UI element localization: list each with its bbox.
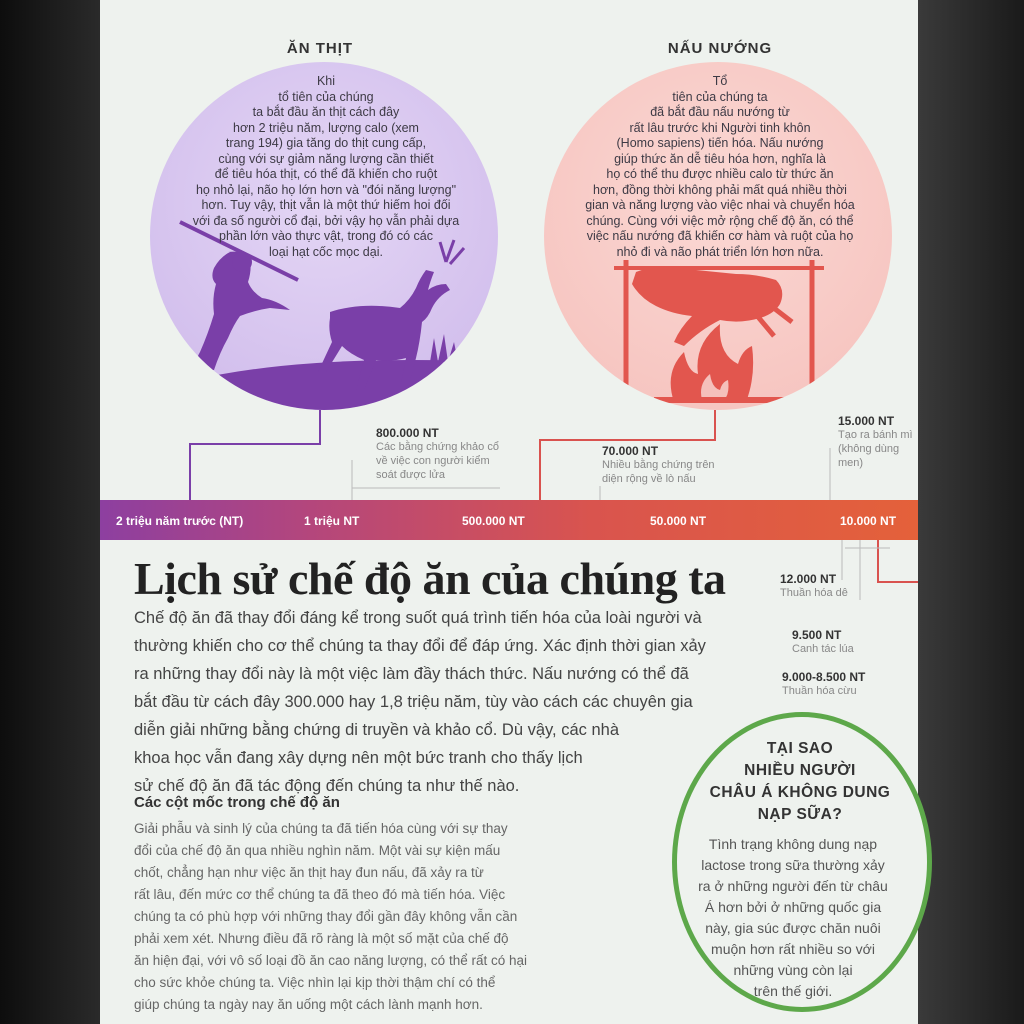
cooking-text-line: rất lâu trước khi Người tinh khôn bbox=[629, 120, 811, 135]
book-right-edge bbox=[918, 0, 1024, 1024]
sidebar-title-line: NẠP SỮA? bbox=[757, 806, 843, 823]
meat-text-line: phần lớn vào thực vật, trong đó có các bbox=[219, 229, 433, 243]
sidebar-text-line: những vùng còn lại bbox=[733, 962, 853, 978]
body-line: rất lâu, đến mức cơ thể chúng ta đã theo đó mà tiến hóa. Việc bbox=[134, 887, 506, 902]
cooking-text-line: gian và năng lượng vào việc nhai và chuyển hóa bbox=[585, 198, 855, 212]
event-15000 bbox=[838, 414, 918, 470]
cooking-text-line: đã bắt đầu nấu nướng từ bbox=[650, 105, 790, 119]
cooking-text-line: chúng. Cùng với việc mở rộng chế độ ăn, có thể bbox=[586, 213, 854, 228]
body-line: ăn hiện đại, với vô số loại đồ ăn cao năng lượng, có thể rất có hại bbox=[134, 953, 527, 968]
event-800000-text bbox=[376, 440, 536, 482]
sidebar-text-line: ra ở những người đến từ châu bbox=[698, 878, 888, 894]
event-text-line: Nhiều bằng chứng trên bbox=[602, 459, 715, 471]
event-text-line: (không dùng bbox=[838, 443, 900, 455]
event-800000 bbox=[376, 426, 536, 482]
meat-text-line: cùng với sự giảm năng lượng cần thiết bbox=[218, 151, 434, 166]
meat-circle-title: ĂN THỊT bbox=[286, 40, 354, 57]
cooking-text-line: (Homo sapiens) tiến hóa. Nấu nướng bbox=[616, 136, 824, 150]
cooking-text-line: Tổ bbox=[712, 74, 728, 88]
body-line: cho sức khỏe chúng ta. Việc nhìn lại kịp thời thậm chí có thể bbox=[134, 975, 496, 990]
event-text-line: Tạo ra bánh mì bbox=[838, 429, 913, 441]
lead-line: bắt đầu từ cách đây 300.000 hay 1,8 triệu năm, tùy vào cách các chuyên gia bbox=[134, 693, 693, 711]
event-9500 bbox=[792, 628, 854, 656]
sidebar-text-line: Á hơn bởi ở những quốc gia bbox=[704, 899, 882, 915]
event-12000-date: 12.000 NT bbox=[780, 572, 837, 586]
body-line: chốt, chẳng hạn như việc ăn thịt hay đun nấu, đã xảy ra từ bbox=[134, 865, 484, 880]
event-12000-text: Thuần hóa dê bbox=[780, 587, 848, 599]
sidebar-text-line: muộn hơn rất nhiều so với bbox=[711, 941, 875, 957]
body-line: chúng ta có phù hợp với những thay đổi gần đây không vẫn cần bbox=[134, 909, 518, 924]
body-line: giúp chúng ta ngày nay ăn uống một cách lành mạnh hơn. bbox=[134, 997, 483, 1012]
sidebar-title-line: CHÂU Á KHÔNG DUNG bbox=[709, 784, 891, 801]
meat-text-line: hơn. Tuy vậy, thịt vẫn là một thứ hiếm hoi đối bbox=[201, 198, 451, 212]
lead-line: ra những thay đổi này là một việc làm đầy thách thức. Nấu nướng có thể đã bbox=[134, 665, 689, 683]
meat-text-line: tổ tiên của chúng bbox=[278, 89, 374, 104]
timeline-label-50k: 50.000 NT bbox=[650, 514, 707, 528]
sidebar-text-line: này, gia súc được chăn nuôi bbox=[705, 920, 881, 936]
body-line: Giải phẫu và sinh lý của chúng ta đã tiến hóa cùng với sự thay bbox=[134, 821, 508, 836]
event-12000 bbox=[780, 572, 848, 600]
event-15000-date: 15.000 NT bbox=[838, 414, 895, 428]
cooking-text-line: giúp thức ăn dễ tiêu hóa hơn, nghĩa là bbox=[614, 151, 826, 166]
event-text-line: men) bbox=[838, 457, 864, 469]
meat-text-line: để tiêu hóa thịt, có thể đã khiến cho ruột bbox=[214, 167, 438, 181]
event-9000-8500 bbox=[782, 670, 865, 698]
timeline-label-500k: 500.000 NT bbox=[462, 514, 525, 528]
meat-circle-text bbox=[176, 74, 476, 260]
cooking-text-line: việc nấu nướng đã khiến cơ hàm và ruột của họ bbox=[586, 229, 854, 243]
meat-text-line: ta bắt đầu ăn thịt cách đây bbox=[252, 105, 400, 119]
event-9500-date: 9.500 NT bbox=[792, 628, 842, 642]
cooking-circle-title: NẤU NƯỚNG bbox=[667, 40, 773, 57]
meat-text-line: họ nhỏ lại, não họ lớn hơn và "đói năng lượng" bbox=[195, 182, 457, 197]
event-text-line: diện rộng về lò nấu bbox=[602, 473, 696, 485]
event-9500-text: Canh tác lúa bbox=[792, 643, 854, 655]
lead-line: khoa học vẫn đang xây dựng nên một bức tranh cho thấy lịch bbox=[134, 749, 583, 767]
meat-text-line: trang 194) gia tăng do thịt cung cấp, bbox=[225, 136, 427, 150]
article-subheading: Các cột mốc trong chế độ ăn bbox=[134, 794, 340, 811]
cooking-text-line: tiên của chúng ta bbox=[672, 89, 768, 104]
timeline-label-2m: 2 triệu năm trước (NT) bbox=[116, 514, 244, 528]
event-9000-8500-date: 9.000-8.500 NT bbox=[782, 670, 866, 684]
event-text-line: Các bằng chứng khảo cổ bbox=[376, 441, 499, 453]
cooking-circle-text bbox=[570, 74, 870, 260]
article-lead bbox=[134, 604, 734, 800]
sidebar-title bbox=[700, 738, 900, 826]
event-text-line: soát được lửa bbox=[376, 469, 446, 481]
lead-line: diễn giải những bằng chứng di truyền và khảo cổ. Dù vậy, các nhà bbox=[134, 721, 620, 739]
sidebar-text-line: lactose trong sữa thường xảy bbox=[701, 857, 885, 873]
sidebar-title-line: NHIỀU NGƯỜI bbox=[744, 762, 856, 779]
event-9000-8500-text: Thuần hóa cừu bbox=[782, 685, 857, 697]
meat-text-line: với đa số người cổ đại, bởi vậy họ vẫn phải dựa bbox=[192, 213, 460, 228]
book-gutter bbox=[0, 0, 100, 1024]
timeline-label-1m: 1 triệu NT bbox=[304, 514, 360, 528]
article-body bbox=[134, 818, 554, 1016]
lead-line: thường khiến cho cơ thể chúng ta thay đổi để đáp ứng. Xác định thời gian xảy bbox=[134, 637, 706, 655]
event-70000-date: 70.000 NT bbox=[602, 444, 659, 458]
event-text-line: về việc con người kiểm bbox=[376, 455, 490, 467]
lead-line: sử chế độ ăn đã tác động đến chúng ta như thế nào. bbox=[134, 777, 520, 795]
body-line: đổi của chế độ ăn qua nhiều nghìn năm. Một vài sự kiện mấu bbox=[134, 843, 501, 858]
event-70000 bbox=[602, 444, 762, 486]
cooking-text-line: hơn, đồng thời không phải mất quá nhiều thời bbox=[593, 182, 847, 197]
event-800000-date: 800.000 NT bbox=[376, 426, 439, 440]
body-line: phải xem xét. Nhưng điều đã rõ ràng là một số mặt của chế độ bbox=[134, 931, 509, 946]
lead-line: Chế độ ăn đã thay đổi đáng kể trong suốt quá trình tiến hóa của loài người và bbox=[134, 609, 702, 627]
event-70000-text bbox=[602, 458, 762, 486]
sidebar-title-line: TẠI SAO bbox=[766, 740, 834, 757]
meat-text-line: loại hạt cốc mọc dại. bbox=[269, 244, 383, 259]
cooking-text-line: họ có thể thu được nhiều calo từ thức ăn bbox=[606, 167, 834, 181]
timeline-label-10k: 10.000 NT bbox=[840, 514, 897, 528]
sidebar-text-line: Tình trạng không dung nạp bbox=[708, 836, 878, 852]
sidebar-text bbox=[688, 834, 898, 1002]
event-15000-text bbox=[838, 428, 918, 470]
article-title: Lịch sử chế độ ăn của chúng ta bbox=[134, 553, 726, 604]
cooking-text-line: nhỏ đi và não phát triển lớn hơn nữa. bbox=[616, 244, 824, 259]
sidebar-text-line: trên thế giới. bbox=[753, 983, 833, 999]
meat-text-line: Khi bbox=[316, 74, 336, 88]
meat-text-line: hơn 2 triệu năm, lượng calo (xem bbox=[233, 120, 419, 135]
